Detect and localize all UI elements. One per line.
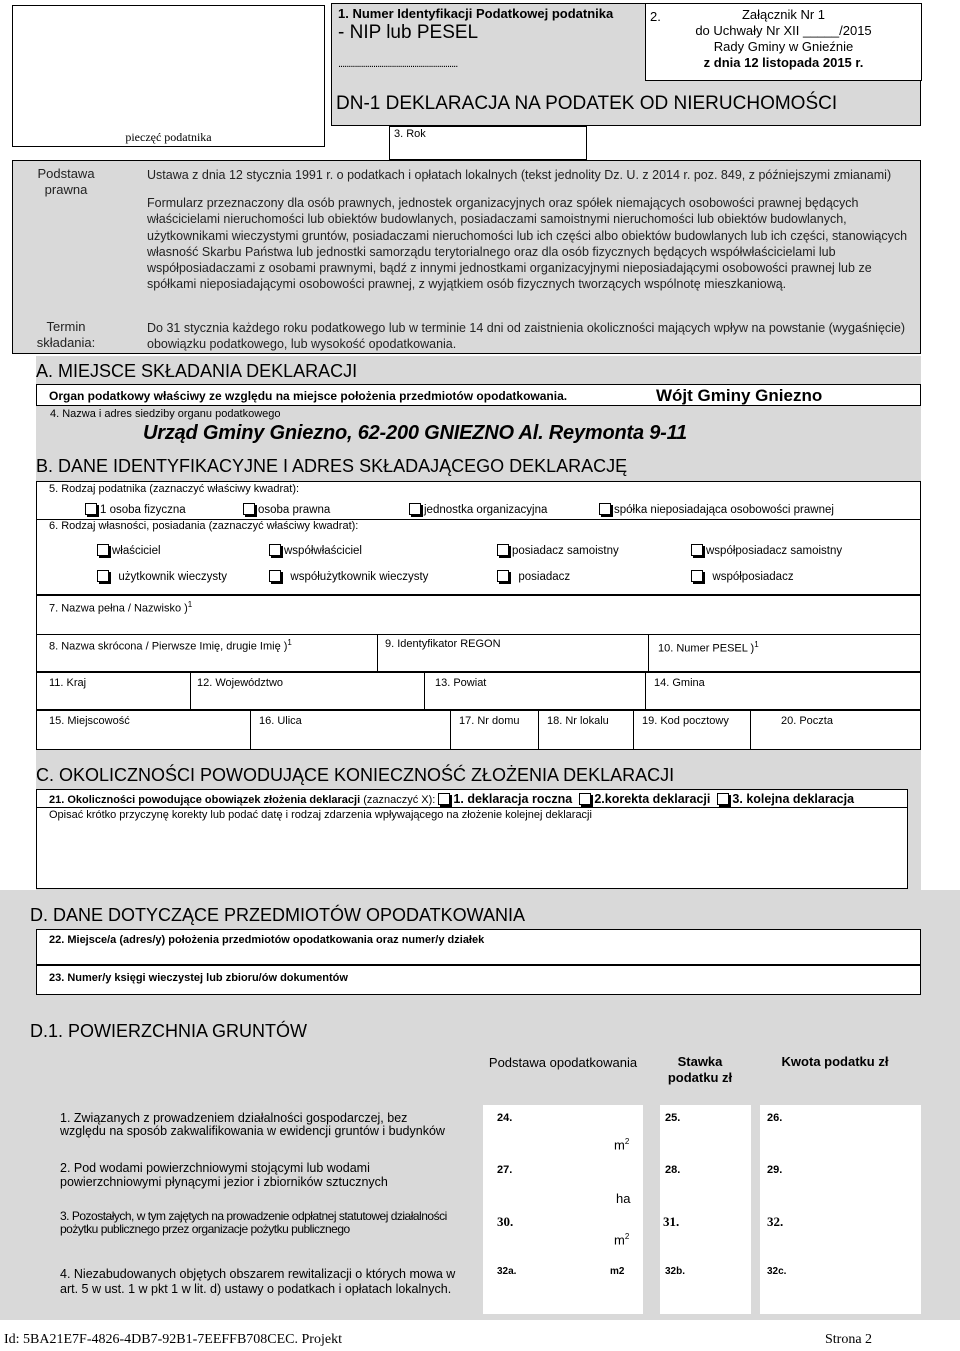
field12-label: 12. Województwo [197,677,284,689]
basis-label: Podstawa prawna [37,166,95,197]
field28-input[interactable] [660,1157,751,1212]
field7-label: 7. Nazwa pełna / Nazwisko )$^1$ [49,600,193,615]
field9-input[interactable] [377,634,649,672]
field21-row [49,792,854,806]
f6-opt-4[interactable]: współposiadacz samoistny [691,544,842,557]
d1-row2-label: 2. Pod wodami powierzchniowymi stojącymi lub wodami powierzchniowymi płynącymi jezior i zbiorników sztucznych [60,1161,388,1189]
field20-input[interactable] [750,710,921,750]
deadline-label: Termin składania: [36,319,96,350]
f6-opt-6[interactable]: współużytkownik wieczysty [269,570,428,583]
field25-input[interactable] [660,1105,751,1160]
field23-input[interactable] [36,965,921,995]
field17-label: 17. Nr domu [459,715,520,727]
f6-opt-5[interactable]: użytkownik wieczysty [97,570,227,583]
field20-label: 20. Poczta [781,715,833,727]
field6-label: 6. Rodzaj własności, posiadania (zaznaczyć właściwy kwadrat): [49,520,359,532]
field10-input[interactable] [648,634,921,672]
filer-text: Formularz przeznaczony dla osób prawnych, jednostek organizacyjnych oraz spółek niemających osobowości prawnej będących właścicielami nieruchomości lub obiektów budowlanych, posiadaczami samoistnymi nieruchomości lub obiektów budowlanych, użytkownikami wieczystymi gruntów, posiadaczami nieruchomości lub ich części albo obiektów budowlanych lub ich części, stanowiących własność Skarbu Państwa lub jednostki samorządu terytorialnego oraz dla osób fizycznych będących współwłaścicielami lub współposiadaczami z osobami prawnymi, bądź z innymi jednostkami organizacyjnymi nieposiadającymi osobowości prawnej lub ze spółkami nieposiadającymi osobowości prawnej, z wyjątkiem osób fizycznych tworzących wspólnotę mieszkaniową. [147,196,908,292]
field32b-input[interactable] [660,1262,751,1314]
organ-row [36,384,921,406]
field32-label: 32. [767,1214,784,1229]
col-rate-header: Stawka podatku zł [667,1054,733,1085]
field14-input[interactable] [645,672,921,710]
field26-label: 26. [767,1112,783,1124]
field32b-label: 32b. [665,1266,686,1277]
f21-opt1-check[interactable] [438,793,450,805]
field21-label: 21. Okoliczności powodujące obowiązek złożenia deklaracji [49,794,361,806]
attachment-line1: Załącznik Nr 1 [741,7,826,22]
f21-opt3-label: 3. kolejna deklaracja [732,792,855,806]
field5-box [36,481,921,520]
field21-hint: (zaznaczyć X): [363,794,436,806]
f21-opt2-label: 2.korekta deklaracji [594,792,711,806]
field16-label: 16. Ulica [259,715,302,727]
f21-opt1-label: 1. deklaracja roczna [453,792,573,806]
field32c-input[interactable] [760,1262,921,1314]
field12-input[interactable] [190,672,425,710]
f6-opt-2[interactable]: współwłaściciel [269,544,362,557]
f5-opt-4[interactable]: spółka nieposiadająca osobowości prawnej [599,503,834,516]
field21-box [36,789,908,889]
field17-input[interactable] [450,710,539,750]
field32a-input[interactable] [483,1262,643,1314]
legal-section [12,160,921,354]
field24-unit: $m^2$ [614,1137,630,1153]
field32a-unit: m2 [610,1266,625,1277]
organ-label: Organ podatkowy właściwy ze względu na miejsce położenia przedmiotów opodatkowania. [49,389,568,403]
field30-input[interactable] [483,1210,643,1262]
field8-label: 8. Nazwa skrócona / Pierwsze Imię, drugie Imię )$^1$ [49,638,292,653]
f6-opt-1[interactable]: właściciel [97,544,161,557]
section-c-title: C. OKOLICZNOŚCI POWODUJĄCE KONIECZNOŚĆ ZŁOŻENIA DEKLARACJI [36,765,675,785]
field24-label: 24. [497,1112,513,1124]
attachment-text [646,7,921,71]
organ-value: Wójt Gminy Gniezno [656,386,823,405]
field18-label: 18. Nr lokalu [547,715,609,727]
field31-label: 31. [663,1214,680,1229]
field6-box [36,519,921,595]
attachment-line4: z dnia 12 listopada 2015 r. [703,55,864,70]
field18-input[interactable] [538,710,634,750]
field32a-label: 32a. [497,1266,517,1277]
field29-input[interactable] [760,1157,921,1212]
year-input[interactable] [389,126,587,160]
field27-unit: ha [616,1191,631,1206]
section-a-title: A. MIEJSCE SKŁADANIA DEKLARACJI [36,361,358,381]
field29-label: 29. [767,1164,783,1176]
f5-opt-3[interactable]: jednostka organizacyjna [409,503,547,516]
basis-text: Ustawa z dnia 12 stycznia 1991 r. o podatkach i opłatach lokalnych (tekst jednolity Dz. U. z 2014 r. poz. 849, z późniejszymi zmianami) [147,168,892,182]
f21-opt3-check[interactable] [717,793,729,805]
stamp-box [12,5,325,147]
section-d1-title: D.1. POWIERZCHNIA GRUNTÓW [30,1021,308,1041]
field31-input[interactable] [660,1210,751,1262]
field13-label: 13. Powiat [435,677,487,689]
field15-input[interactable] [36,710,251,750]
field32-input[interactable] [760,1210,921,1262]
f5-opt-2[interactable]: osoba prawna [243,503,330,516]
field23-label: 23. Numer/y księgi wieczystej lub zbioru/ów dokumentów [49,972,348,984]
field32c-label: 32c. [767,1266,787,1277]
field30-unit: $m^2$ [614,1232,630,1248]
f6-opt-3[interactable]: posiadacz samoistny [497,544,619,557]
year-label: 3. Rok [394,128,426,140]
field1-input[interactable]: .......................................................... [338,58,458,70]
footer-page: Strona 2 [825,1332,873,1347]
field25-label: 25. [665,1112,681,1124]
field13-input[interactable] [424,672,646,710]
field4-label: 4. Nazwa i adres siedziby organu podatkowego [50,408,281,420]
field15-label: 15. Miejscowość [49,715,130,727]
field24-input[interactable] [483,1105,643,1160]
field27-input[interactable] [483,1157,643,1212]
field26-input[interactable] [760,1105,921,1160]
col-amount-header: Kwota podatku zł [781,1054,889,1069]
field11-label: 11. Kraj [49,677,87,689]
field2-num: 2. [650,9,661,24]
field27-label: 27. [497,1164,513,1176]
attachment-box [645,3,922,81]
f21-opt2-check[interactable] [579,793,591,805]
field16-input[interactable] [250,710,451,750]
field11-input[interactable] [36,672,191,710]
field1-label: 1. Numer Identyfikacji Podatkowej podatnika [338,6,614,21]
describe-input[interactable]: Opisać krótko przyczynę korekty lub podać datę i rodzaj zdarzenia wpływającego na złożenie kolejnej deklaracji [49,809,592,821]
attachment-line2: do Uchwały Nr XII _____/2015 [695,23,872,38]
field28-label: 28. [665,1164,681,1176]
footer-id: Id: 5BA21E7F-4826-4DB7-92B1-7EEFFB708CEC. Projekt [4,1332,342,1347]
field7-input[interactable] [36,595,921,635]
field30-label: 30. [497,1214,514,1229]
section-d-title: D. DANE DOTYCZĄCE PRZEDMIOTÓW OPODATKOWANIA [30,905,526,925]
field19-label: 19. Kod pocztowy [642,715,729,727]
field22-input[interactable] [36,929,921,965]
col-basis-header: Podstawa opodatkowania [488,1055,638,1070]
field14-label: 14. Gmina [654,677,705,689]
attachment-line3: Rady Gminy w Gnieźnie [713,39,854,54]
field22-label: 22. Miejsce/a (adres/y) położenia przedmiotów opodatkowania oraz numer/y działek [49,934,485,946]
d1-row4-label: 4. Niezabudowanych objętych obszarem rewitalizacji o których mowa w art. 5 w ust. 1 w pkt 1 w lit. d) ustawy o podatkach i opłatach lokalnych. [60,1267,456,1296]
f5-opt-1[interactable]: 1 osoba fizyczna [85,503,186,516]
section-b-title: B. DANE IDENTYFIKACYJNE I ADRES SKŁADAJĄCEGO DEKLARACJĘ [36,456,628,476]
header-box [331,3,921,126]
deadline-text: Do 31 stycznia każdego roku podatkowego lub w terminie 14 dni od zaistnienia okoliczności mających wpływ na powstanie (wygaśnięcie) obowiązku podatkowego, lub wysokość opodatkowania. [147,321,906,351]
d1-row1-label: 1. Związanych z prowadzeniem działalności gospodarczej, bez względu na sposób zakwalifikowania w ewidencji gruntów i budynków [60,1111,445,1138]
field19-input[interactable] [633,710,751,750]
field1-sub: - NIP lub PESEL [338,22,479,43]
field5-label: 5. Rodzaj podatnika (zaznaczyć właściwy kwadrat): [49,483,300,495]
field4-value: Urząd Gminy Gniezno, 62-200 GNIEZNO Al. Reymonta 9-11 [143,422,687,444]
f6-opt-7[interactable]: posiadacz [497,570,570,583]
f6-opt-8[interactable]: współposiadacz [691,570,794,583]
field9-label: 9. Identyfikator REGON [385,638,501,650]
d1-row3-label: 3. Pozostałych, w tym zajętych na prowadzenie odpłatnej statutowej działalności pożytku publicznego przez organizacje pożytku publicznego [60,1209,447,1236]
field8-input[interactable] [36,634,378,672]
field10-label: 10. Numer PESEL )$^1$ [658,640,759,655]
stamp-label: pieczęć podatnika [125,130,212,144]
form-title: DN-1 DEKLARACJA NA PODATEK OD NIERUCHOMOŚCI [336,93,838,114]
